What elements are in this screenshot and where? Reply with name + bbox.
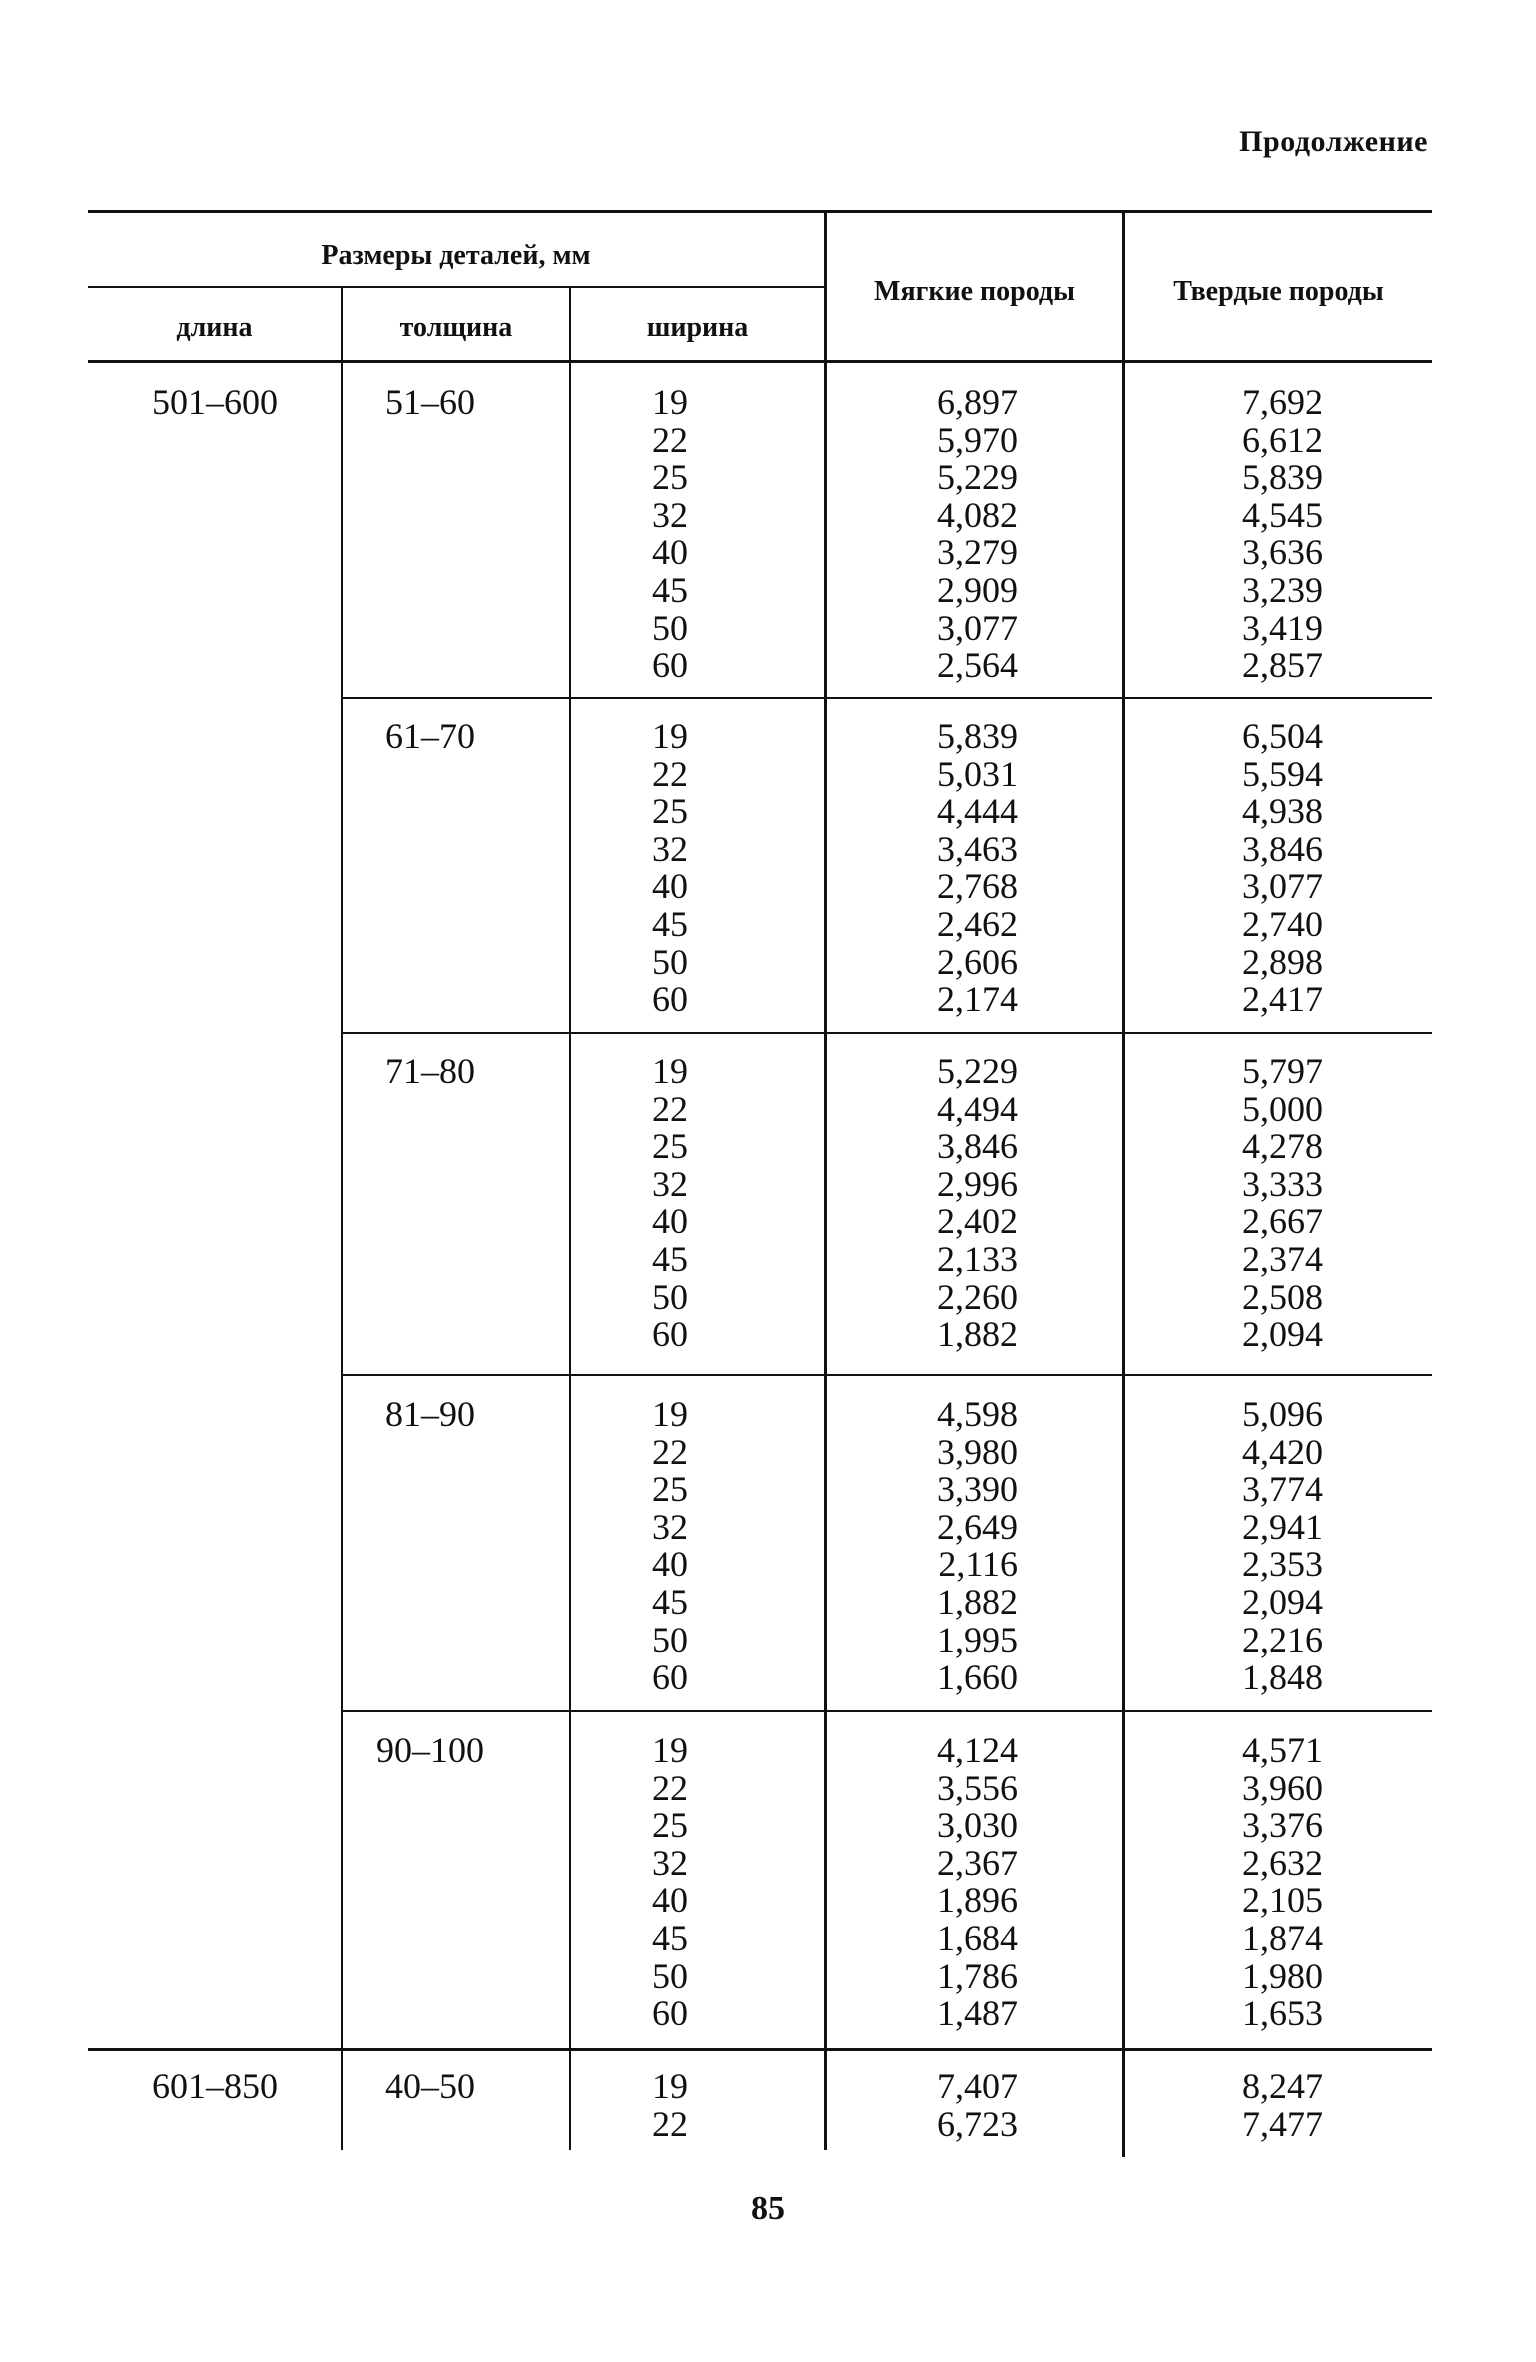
length-value: 601–850	[152, 2066, 278, 2106]
thickness-value: 61–70	[385, 716, 475, 756]
width-list: 19 22 25 32 40 45 50 60	[652, 1051, 688, 1355]
header-col-width: ширина	[646, 312, 749, 343]
thickness-value: 51–60	[385, 382, 475, 422]
hard-value-list: 7,692 6,612 5,839 4,545 3,636 3,239 3,419 2,857	[1242, 382, 1323, 686]
soft-value-list: 5,229 4,494 3,846 2,996 2,402 2,133 2,260 1,882	[937, 1051, 1018, 1355]
body-vrule-soft	[1122, 362, 1125, 2157]
soft-value-list: 4,124 3,556 3,030 2,367 1,896 1,684 1,786 1,487	[937, 1730, 1018, 2034]
body-vrule-thickness	[569, 362, 571, 2150]
continuation-label: Продолжение	[1239, 125, 1428, 158]
hard-value-list: 4,571 3,960 3,376 2,632 2,105 1,874 1,980 1,653	[1242, 1730, 1323, 2034]
header-col-length: длина	[176, 312, 253, 343]
thickness-value: 40–50	[385, 2066, 475, 2106]
thickness-value: 71–80	[385, 1051, 475, 1091]
block-separator	[341, 1374, 1432, 1376]
header-col-soft: Мягкие породы	[874, 276, 1075, 307]
hard-value-list: 5,797 5,000 4,278 3,333 2,667 2,374 2,508 2,094	[1242, 1051, 1323, 1355]
width-list: 19 22 25 32 40 45 50 60	[652, 382, 688, 686]
width-list: 19 22 25 32 40 45 50 60	[652, 716, 688, 1020]
block-separator	[341, 1710, 1432, 1712]
body-vrule-length	[341, 362, 343, 2150]
soft-value-list: 5,839 5,031 4,444 3,463 2,768 2,462 2,606 2,174	[937, 716, 1018, 1020]
header-sub-rule	[88, 286, 824, 288]
soft-value-list: 6,897 5,970 5,229 4,082 3,279 2,909 3,077 2,564	[937, 382, 1018, 686]
header-group-title: Размеры деталей, мм	[321, 240, 591, 271]
table-top-rule	[88, 210, 1432, 213]
header-col-thickness: толщина	[399, 312, 513, 343]
length-value: 501–600	[152, 382, 278, 422]
block-separator	[341, 697, 1432, 699]
block-separator	[341, 1032, 1432, 1034]
soft-value-list: 7,407 6,723	[937, 2066, 1018, 2144]
header-col-hard: Твердые породы	[1173, 276, 1384, 307]
width-list: 19 22 25 32 40 45 50 60	[652, 1730, 688, 2034]
page-number: 85	[751, 2190, 785, 2227]
hard-value-list: 6,504 5,594 4,938 3,846 3,077 2,740 2,898 2,417	[1242, 716, 1323, 1020]
thickness-value: 90–100	[376, 1730, 484, 1770]
width-list: 19 22	[652, 2066, 688, 2144]
width-list: 19 22 25 32 40 45 50 60	[652, 1394, 688, 1698]
soft-value-list: 4,598 3,980 3,390 2,649 2,116 1,882 1,995 1,660	[937, 1394, 1018, 1698]
hard-value-list: 5,096 4,420 3,774 2,941 2,353 2,094 2,216 1,848	[1242, 1394, 1323, 1698]
group-separator	[88, 2048, 1432, 2051]
hard-value-list: 8,247 7,477	[1242, 2066, 1323, 2144]
body-vrule-width	[824, 362, 827, 2150]
header-bottom-rule	[88, 360, 1432, 363]
thickness-value: 81–90	[385, 1394, 475, 1434]
